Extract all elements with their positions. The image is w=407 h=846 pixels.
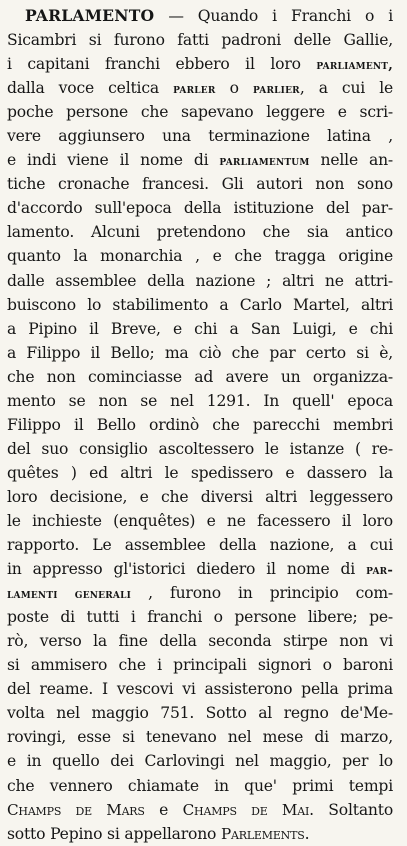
text-run: del suo consiglio ascoltessero le istanze ( re-	[7, 439, 393, 458]
text-run: o	[215, 79, 253, 98]
text-line	[7, 749, 393, 773]
text-run: rapporto. Le assemblee della nazione, a cui	[7, 536, 393, 555]
text-run: nelle an-	[309, 151, 394, 170]
text-run: e indi viene il nome di	[7, 151, 220, 170]
text-run: che non cominciasse ad avere un organizza-	[7, 367, 393, 386]
text-run: e in quello dei Carlovingi nel maggio, per lo	[7, 752, 393, 771]
text-run: mento se non se nel 1291. In quell' epoca	[7, 391, 393, 410]
text-run: le inchieste (enquêtes) e ne facessero il loro	[7, 511, 393, 530]
text-run: — Quando i Franchi o i	[154, 7, 393, 25]
text-run: loro decisione, e che diversi altri leggessero	[7, 487, 393, 506]
small-caps-term: parler	[173, 82, 216, 98]
text-run: in appresso gl'istorici diedero il nome di	[7, 560, 367, 579]
small-caps-term: parliamentum	[219, 154, 310, 170]
text-line	[7, 605, 393, 629]
small-caps-term: Champs de Mai	[182, 800, 310, 819]
text-run: si ammisero che i principali signori o baroni	[7, 656, 393, 675]
text-line	[7, 389, 393, 413]
article-heading-line	[7, 4, 393, 28]
small-caps-term: lamenti generali	[7, 587, 132, 603]
text-line	[7, 701, 393, 725]
text-run: lamento. Alcuni pretendono che sia antico	[7, 223, 393, 242]
text-run: che vennero chiamate in que' primi tempi	[7, 776, 393, 795]
text-run: sotto Pepino si appellarono	[7, 824, 221, 843]
text-line	[7, 629, 393, 653]
text-run: vere aggiunsero una terminazione latina ,	[7, 127, 393, 146]
text-line	[7, 653, 393, 677]
text-run: Sicambri si furono fatti padroni delle Gallie,	[7, 31, 393, 50]
text-line	[7, 557, 393, 581]
small-caps-term: parliament,	[316, 58, 393, 74]
text-line	[7, 196, 393, 220]
text-line	[7, 341, 393, 365]
text-line	[7, 581, 393, 605]
small-caps-term: parlier	[252, 82, 300, 98]
text-run: , furono in principio com-	[131, 584, 393, 603]
text-line	[7, 533, 393, 557]
text-line	[7, 822, 393, 846]
text-run: a Filippo il Bello; ma ciò che par certo si è,	[7, 343, 393, 362]
text-line	[7, 365, 393, 389]
small-caps-term: Parlements	[220, 824, 305, 843]
article-heading: PARLAMENTO	[25, 6, 155, 25]
text-line	[7, 100, 393, 124]
text-line	[7, 413, 393, 437]
text-line	[7, 774, 393, 798]
text-run: . Soltanto	[309, 800, 394, 819]
text-run: .	[304, 824, 310, 843]
text-line	[7, 172, 393, 196]
text-run: volta nel maggio 751. Sotto al regno de'Me-	[7, 704, 393, 723]
text-run: poste di tutti i franchi o persone libere; pe-	[7, 608, 393, 627]
text-line	[7, 485, 393, 509]
text-line	[7, 220, 393, 244]
text-run: i capitani franchi ebbero il loro	[7, 55, 317, 74]
text-line	[7, 269, 393, 293]
text-line	[7, 293, 393, 317]
text-line	[7, 76, 393, 100]
text-run: rovingi, esse si tenevano nel mese di marzo,	[7, 728, 393, 747]
text-run: a Pipino il Breve, e chi a San Luigi, e chi	[7, 319, 393, 338]
text-line	[7, 124, 393, 148]
text-line	[7, 509, 393, 533]
text-run: tiche cronache francesi. Gli autori non sono	[7, 175, 393, 194]
text-line	[7, 28, 393, 52]
small-caps-term: par-	[366, 563, 393, 579]
text-run: del reame. I vescovi vi assisterono pella prima	[7, 680, 393, 699]
text-line	[7, 148, 393, 172]
text-run: poche persone che sapevano leggere e scri-	[7, 103, 393, 122]
text-run: Filippo il Bello ordinò che parecchi membri	[7, 415, 393, 434]
text-line	[7, 52, 393, 76]
text-line	[7, 437, 393, 461]
text-run: dalla voce celtica	[7, 79, 174, 98]
text-line	[7, 677, 393, 701]
text-run: dalle assemblee della nazione ; altri ne attri-	[7, 271, 393, 290]
text-run: d'accordo sull'epoca della istituzione del par-	[7, 199, 393, 218]
text-run: rò, verso la fine della seconda stirpe non vi	[7, 632, 393, 651]
text-run: e	[144, 800, 183, 819]
text-line	[7, 317, 393, 341]
text-run: quêtes ) ed altri le spedissero e dassero la	[7, 463, 393, 482]
small-caps-term: Champs de Mars	[7, 800, 145, 819]
text-line	[7, 461, 393, 485]
text-run: , a cui le	[299, 79, 394, 98]
article-body	[7, 4, 393, 846]
text-line	[7, 725, 393, 749]
text-run: buiscono lo stabilimento a Carlo Martel, altri	[7, 295, 393, 314]
text-run: quanto la monarchia , e che tragga origine	[7, 247, 393, 266]
text-line	[7, 244, 393, 268]
text-line	[7, 798, 393, 822]
